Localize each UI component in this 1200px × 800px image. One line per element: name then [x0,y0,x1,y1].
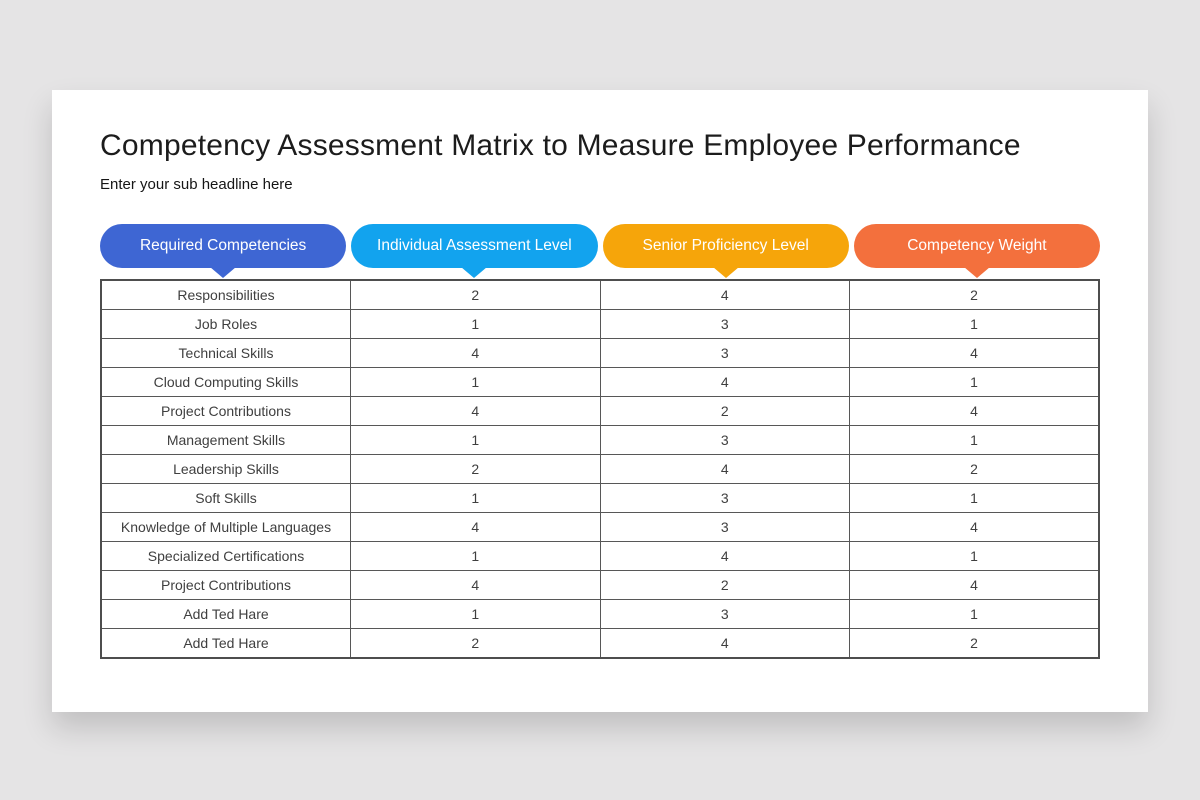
cell-weight: 1 [850,310,1100,339]
cell-weight: 1 [850,368,1100,397]
cell-competency: Soft Skills [101,484,351,513]
cell-weight: 2 [850,455,1100,484]
cell-weight: 1 [850,484,1100,513]
cell-competency: Technical Skills [101,339,351,368]
table-row [101,280,1099,310]
table-row [101,629,1099,659]
cell-senior-level: 4 [600,368,850,397]
cell-weight: 4 [850,397,1100,426]
cell-competency: Management Skills [101,426,351,455]
page-title: Competency Assessment Matrix to Measure Employee Performance [100,129,1021,162]
cell-senior-level: 2 [600,397,850,426]
cell-weight: 2 [850,280,1100,310]
column-header-senior-proficiency-level [603,224,849,268]
cell-weight: 1 [850,542,1100,571]
cell-senior-level: 3 [600,600,850,629]
cell-weight: 4 [850,571,1100,600]
cell-competency: Project Contributions [101,397,351,426]
cell-individual-level: 2 [351,280,601,310]
cell-individual-level: 1 [351,426,601,455]
cell-individual-level: 1 [351,310,601,339]
table-row [101,455,1099,484]
cell-individual-level: 2 [351,455,601,484]
table-row [101,600,1099,629]
cell-competency: Knowledge of Multiple Languages [101,513,351,542]
page-subtitle: Enter your sub headline here [100,176,293,193]
column-header-required-competencies [100,224,346,268]
cell-individual-level: 1 [351,484,601,513]
cell-senior-level: 3 [600,339,850,368]
column-header-individual-assessment-level [351,224,597,268]
cell-competency: Specialized Certifications [101,542,351,571]
cell-senior-level: 2 [600,571,850,600]
cell-senior-level: 4 [600,542,850,571]
table-row [101,426,1099,455]
table-body [101,280,1099,658]
cell-individual-level: 1 [351,600,601,629]
cell-weight: 1 [850,426,1100,455]
cell-individual-level: 4 [351,397,601,426]
cell-individual-level: 1 [351,542,601,571]
column-header-label: Required Competencies [139,237,307,254]
column-headers [100,224,1100,268]
cell-senior-level: 4 [600,280,850,310]
table-row [101,484,1099,513]
column-header-competency-weight [854,224,1100,268]
table-row [101,368,1099,397]
table-row [101,571,1099,600]
table-row [101,397,1099,426]
cell-individual-level: 4 [351,339,601,368]
cell-competency: Cloud Computing Skills [101,368,351,397]
slide-card [52,90,1148,712]
cell-senior-level: 3 [600,426,850,455]
column-header-label: Senior Proficiency Level [642,237,809,254]
cell-weight: 2 [850,629,1100,659]
cell-senior-level: 3 [600,310,850,339]
cell-competency: Add Ted Hare [101,629,351,659]
column-header-label: Competency Weight [907,237,1047,254]
table-row [101,310,1099,339]
cell-senior-level: 4 [600,455,850,484]
cell-individual-level: 4 [351,513,601,542]
table-row [101,513,1099,542]
cell-competency: Project Contributions [101,571,351,600]
cell-senior-level: 3 [600,484,850,513]
cell-senior-level: 4 [600,629,850,659]
cell-weight: 4 [850,339,1100,368]
cell-individual-level: 1 [351,368,601,397]
cell-competency: Job Roles [101,310,351,339]
table-row [101,542,1099,571]
table-row [101,339,1099,368]
competency-table [100,279,1100,659]
cell-weight: 1 [850,600,1100,629]
cell-individual-level: 2 [351,629,601,659]
cell-senior-level: 3 [600,513,850,542]
column-header-label: Individual Assessment Level [377,237,572,254]
cell-competency: Responsibilities [101,280,351,310]
cell-weight: 4 [850,513,1100,542]
cell-individual-level: 4 [351,571,601,600]
cell-competency: Leadership Skills [101,455,351,484]
cell-competency: Add Ted Hare [101,600,351,629]
